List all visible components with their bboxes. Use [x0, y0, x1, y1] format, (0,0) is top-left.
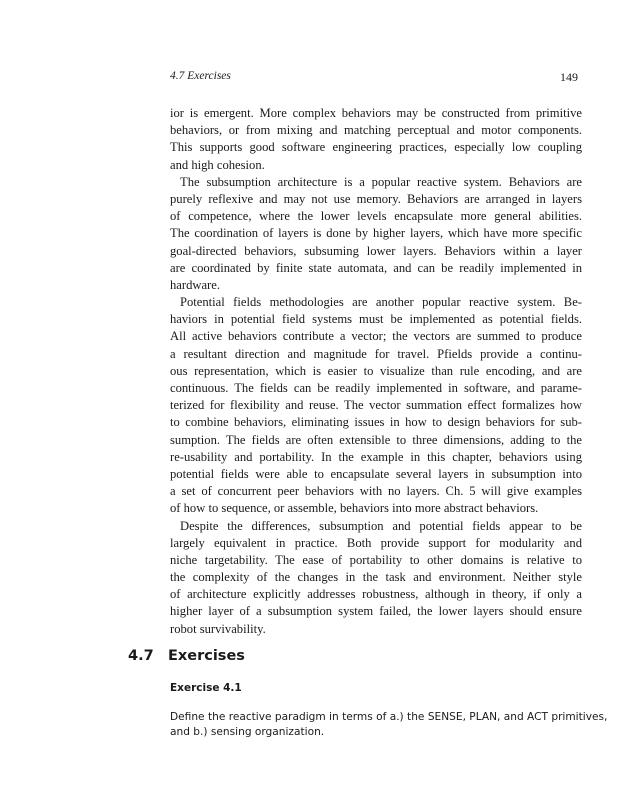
text-line: behaviors, or from mixing and matching perceptual and motor components. — [170, 123, 582, 138]
text-line: All active behaviors contribute a vector; the vectors are summed to produce — [170, 329, 582, 344]
text-line: to combine behaviors, eliminating issues in how to design behaviors for sub- — [170, 415, 582, 430]
section-heading — [128, 648, 588, 670]
text-line: This supports good software engineering practices, especially low coupling — [170, 140, 582, 155]
body-text — [170, 105, 582, 638]
section-title: Exercises — [168, 648, 245, 664]
exercise-body — [170, 710, 608, 740]
section-number: 4.7 — [128, 648, 154, 664]
text-line: are coordinated by finite state automata, and can be readily implemented in — [170, 260, 582, 275]
text-line: of how to sequence, or assemble, behaviors into more abstract behaviors. — [170, 501, 539, 516]
exercise-title: Exercise 4.1 — [170, 682, 242, 694]
text-line: hardware. — [170, 277, 220, 292]
text-line: ous representation, which is easier to visualize than rule encoding, and are — [170, 363, 582, 378]
text-line: ior is emergent. More complex behaviors may be constructed from primitive — [170, 106, 582, 120]
text-line: of architecture explicitly addresses robustness, although in theory, if only a — [170, 587, 582, 602]
running-section-title: 4.7 Exercises — [170, 70, 231, 82]
text-line: potential fields were able to encapsulate several layers in subsumption into — [170, 466, 582, 481]
text-line: largely equivalent in practice. Both provide support for modularity and — [170, 535, 582, 550]
text-line: sumption. The fields are often extensible to three dimensions, adding to the — [170, 432, 582, 447]
text-line: Potential fields methodologies are another popular reactive system. Be- — [180, 295, 582, 310]
text-line: The subsumption architecture is a popular reactive system. Behaviors are — [180, 174, 582, 189]
text-line: and high cohesion. — [170, 157, 265, 172]
text-line: higher layer of a subsumption system failed, the lower layers should ensure — [170, 604, 582, 619]
exercise-line: and b.) sensing organization. — [170, 726, 325, 738]
text-line: The coordination of layers is done by higher layers, which have more specific — [170, 226, 582, 241]
running-header — [170, 70, 580, 86]
text-line: niche targetability. The ease of portability to other domains is relative to — [170, 552, 582, 567]
text-line: re-usability and portability. In the example in this chapter, behaviors using — [170, 449, 582, 464]
text-line: a set of concurrent peer behaviors with no layers. Ch. 5 will give examples — [170, 484, 582, 499]
text-line: of competence, where the lower levels encapsulate more general abilities. — [170, 209, 582, 224]
page-number: 149 — [560, 70, 578, 84]
text-line: the complexity of the changes in the task and environment. Neither style — [170, 570, 582, 585]
text-line: purely reflexive and may not use memory. Behaviors are arranged in layers — [170, 191, 582, 206]
text-line: haviors in potential field systems must be implemented as potential fields. — [170, 312, 582, 327]
text-line: robot survivability. — [170, 621, 266, 636]
text-line: terized for flexibility and reuse. The vector summation effect formalizes how — [170, 398, 582, 413]
text-line: Despite the differences, subsumption and potential fields appear to be — [180, 518, 582, 533]
text-line: a resultant direction and magnitude for travel. Pfields provide a continu- — [170, 346, 582, 361]
exercise-line: Define the reactive paradigm in terms of a.) the SENSE, PLAN, and ACT primitives, — [170, 711, 608, 723]
text-line: goal-directed behaviors, subsuming lower layers. Behaviors within a layer — [170, 243, 582, 258]
text-line: continuous. The fields can be readily implemented in software, and parame- — [170, 381, 582, 395]
